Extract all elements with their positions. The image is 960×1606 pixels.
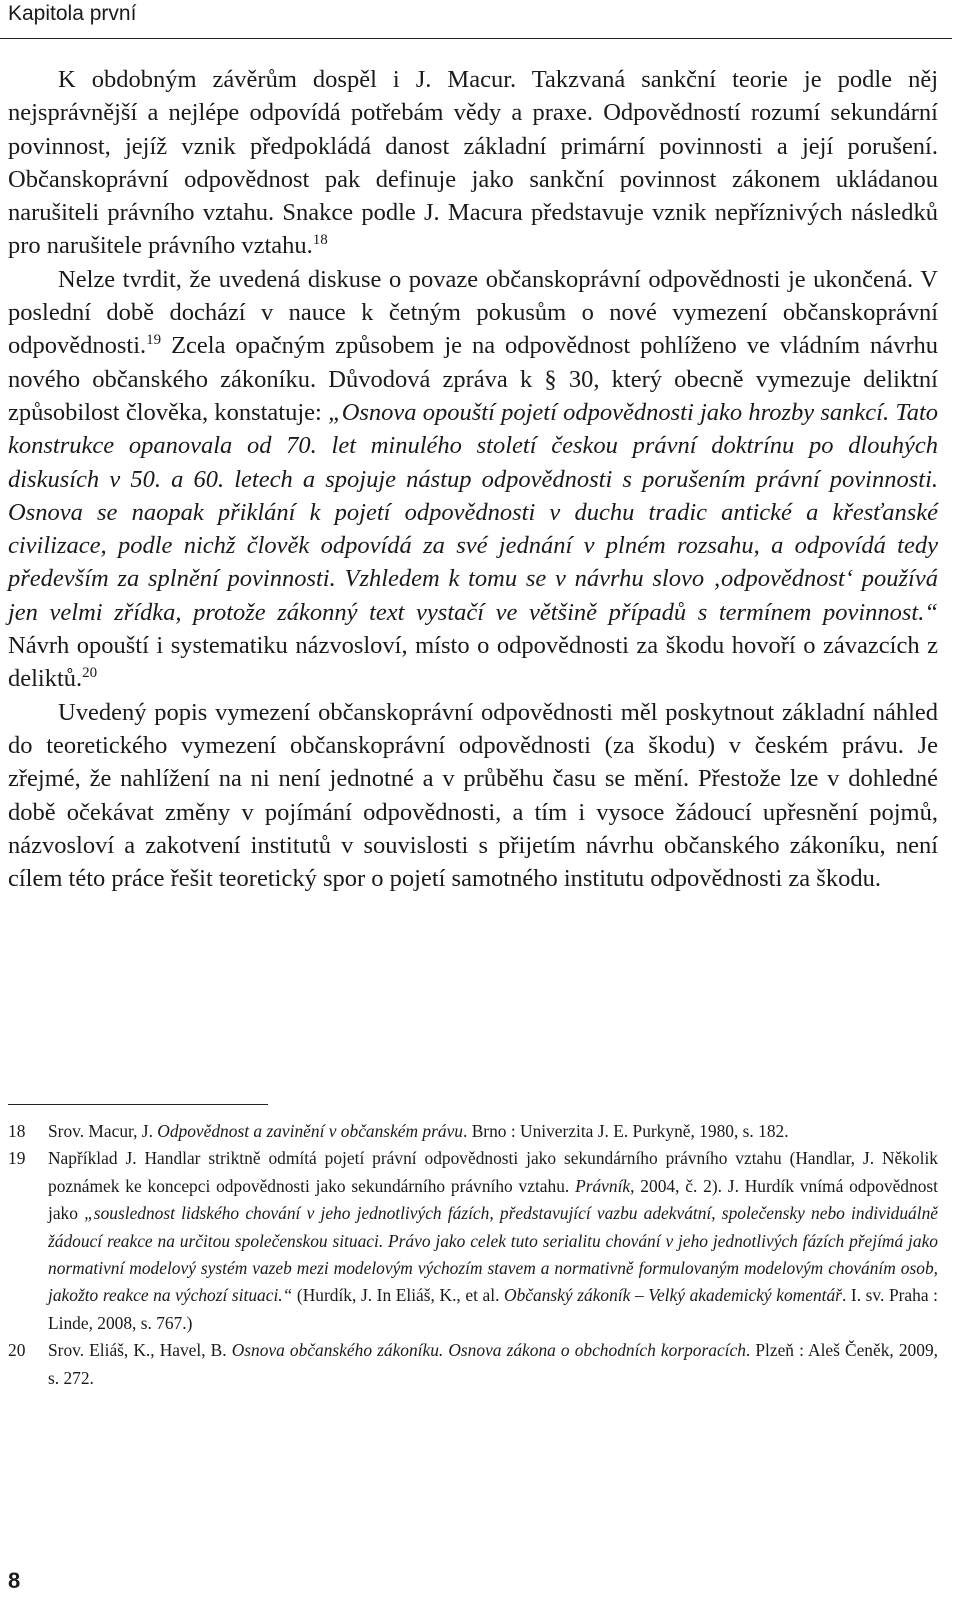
footnote-number: 18 xyxy=(8,1121,26,1141)
page-number: 8 xyxy=(8,1568,21,1593)
footnote-18 xyxy=(8,1118,938,1145)
text-run: . I. sv. Praha : Linde, 2008, s. 767.) xyxy=(48,1285,938,1333)
quotation: „Osnova opouští pojetí odpovědnosti jako hrozby sankcí. Tato konstrukce opanovala od 70. let minulého století českou právní doktrínu po dlouhých diskusích v 50. a 60. letech a spojuje nástup odpovědnosti s porušením právní povinnosti. Osnova se naopak přiklání k pojetí odpovědnosti v duchu tradic antické a křesťanské civilizace, podle nichž člověk odpovídá za své jednání v plném rozsahu, a odpovídá tedy především za splnění povinnosti. Vzhledem k tomu se v návrhu slovo ‚odpovědnost‘ používá jen velmi zřídka, protože zákonný text vystačí ve většině případů s termínem povinnost.“ xyxy=(8,398,938,626)
paragraph-2 xyxy=(8,263,938,696)
text-run: Zcela opačným způsobem je na odpovědnost pohlíženo ve vládním návrhu nového občanského zákoníku. Důvodová zpráva k § 30, který obecně vymezuje deliktní způsobilost člověka, konstatuje: xyxy=(8,332,938,426)
footnote-20 xyxy=(8,1337,938,1392)
text-run: . Brno : Univerzita J. E. Purkyně, 1980, s. 182. xyxy=(463,1121,789,1141)
footnote-number: 19 xyxy=(8,1148,26,1169)
footnotes xyxy=(8,1118,938,1392)
footnote-ref-18: 18 xyxy=(312,232,328,249)
text-run: , 2004, č. 2). J. Hurdík vnímá odpovědnost jako xyxy=(48,1175,938,1224)
paragraph-3 xyxy=(8,696,938,896)
text-run: Nelze tvrdit, že uvedená diskuse o povaze občanskoprávní odpovědnosti je ukončená. V poslední době dochází v nauce k četným pokusům o nové vymezení občanskoprávní odpovědnosti. xyxy=(8,265,938,360)
running-header xyxy=(0,0,952,39)
book-title: Odpovědnost a zavinění v občanském právu xyxy=(157,1121,463,1141)
chapter-title: Kapitola první xyxy=(8,2,137,25)
footnote-19 xyxy=(8,1145,938,1337)
text-run: Srov. Macur, J. xyxy=(48,1121,158,1141)
text-run: K obdobným závěrům dospěl i J. Macur. Takzvaná sankční teorie je podle něj nejsprávnější a nejlépe odpovídá potřebám vědy a praxe. Odpovědností rozumí sekundární povinnost, jejíž vznik předpokládá danost základní primární povinnosti a její porušení. Občanskoprávní odpovědnost pak definuje jako sankční povinnost zákonem ukládanou narušiteli právního vztahu. Snakce podle J. Macura představuje vznik nepříznivých následků pro narušitele právního vztahu. xyxy=(8,66,938,260)
text-run: Návrh opouští i systematiku názvosloví, místo o odpovědnosti za škodu hovoří o závazcích z deliktů. xyxy=(8,632,938,693)
book-title: Osnova občanského zákoníku. Osnova zákona o obchodních korporacích xyxy=(231,1340,746,1361)
journal-title: Právník xyxy=(575,1175,631,1196)
text-run: Srov. Eliáš, K., Havel, B. xyxy=(48,1340,232,1361)
text-run: Například J. Handlar striktně odmítá pojetí právní odpovědnosti jako sekundárního právního vztahu (Handlar, J. Několik poznámek ke koncepci odpovědnosti jako sekundárního právního vztahu. xyxy=(48,1148,938,1196)
footnote-number: 20 xyxy=(8,1340,26,1361)
body-text xyxy=(8,63,938,895)
text-run: . Plzeň : Aleš Čeněk, 2009, s. 272. xyxy=(48,1340,938,1388)
footnote-separator xyxy=(8,1104,268,1105)
text-run: Uvedený popis vymezení občanskoprávní odpovědnosti měl poskytnout základní náhled do teoretického vymezení občanskoprávní odpovědnosti (za škodu) v českém právu. Je zřejmé, že nahlížení na ni není jednotné a v průběhu času se mění. Přestože lze v dohledné době očekávat změny v pojímání odpovědnosti, a tím i vysoce žádoucí upřesnění pojmů, názvosloví a zakotvení institutů v souvislosti s přijetím návrhu občanského zákoníku, není cílem této práce řešit teoretický spor o pojetí samotného institutu odpovědnosti za škodu. xyxy=(8,698,938,893)
paragraph-1 xyxy=(8,63,938,263)
footnote-ref-19: 19 xyxy=(146,332,162,349)
quotation: „souslednost lidského chování v jeho jednotlivých fázích, představující vazbu adekvátní, společensky nebo individuálně žádoucí reakce na určitou společenskou situaci. Právo jako celek tuto serialitu chování v jeho jednotlivých fázích přejímá jako normativní modelový systém vazeb mezi modelovým výchozím stavem a normativně formulovaným modelovým chováním osob, jakožto reakce na výchozí situaci.“ xyxy=(48,1203,938,1306)
book-title: Občanský zákoník – Velký akademický komentář xyxy=(504,1285,842,1306)
footnote-ref-20: 20 xyxy=(82,665,98,682)
text-run: (Hurdík, J. In Eliáš, K., et al. xyxy=(292,1285,505,1306)
